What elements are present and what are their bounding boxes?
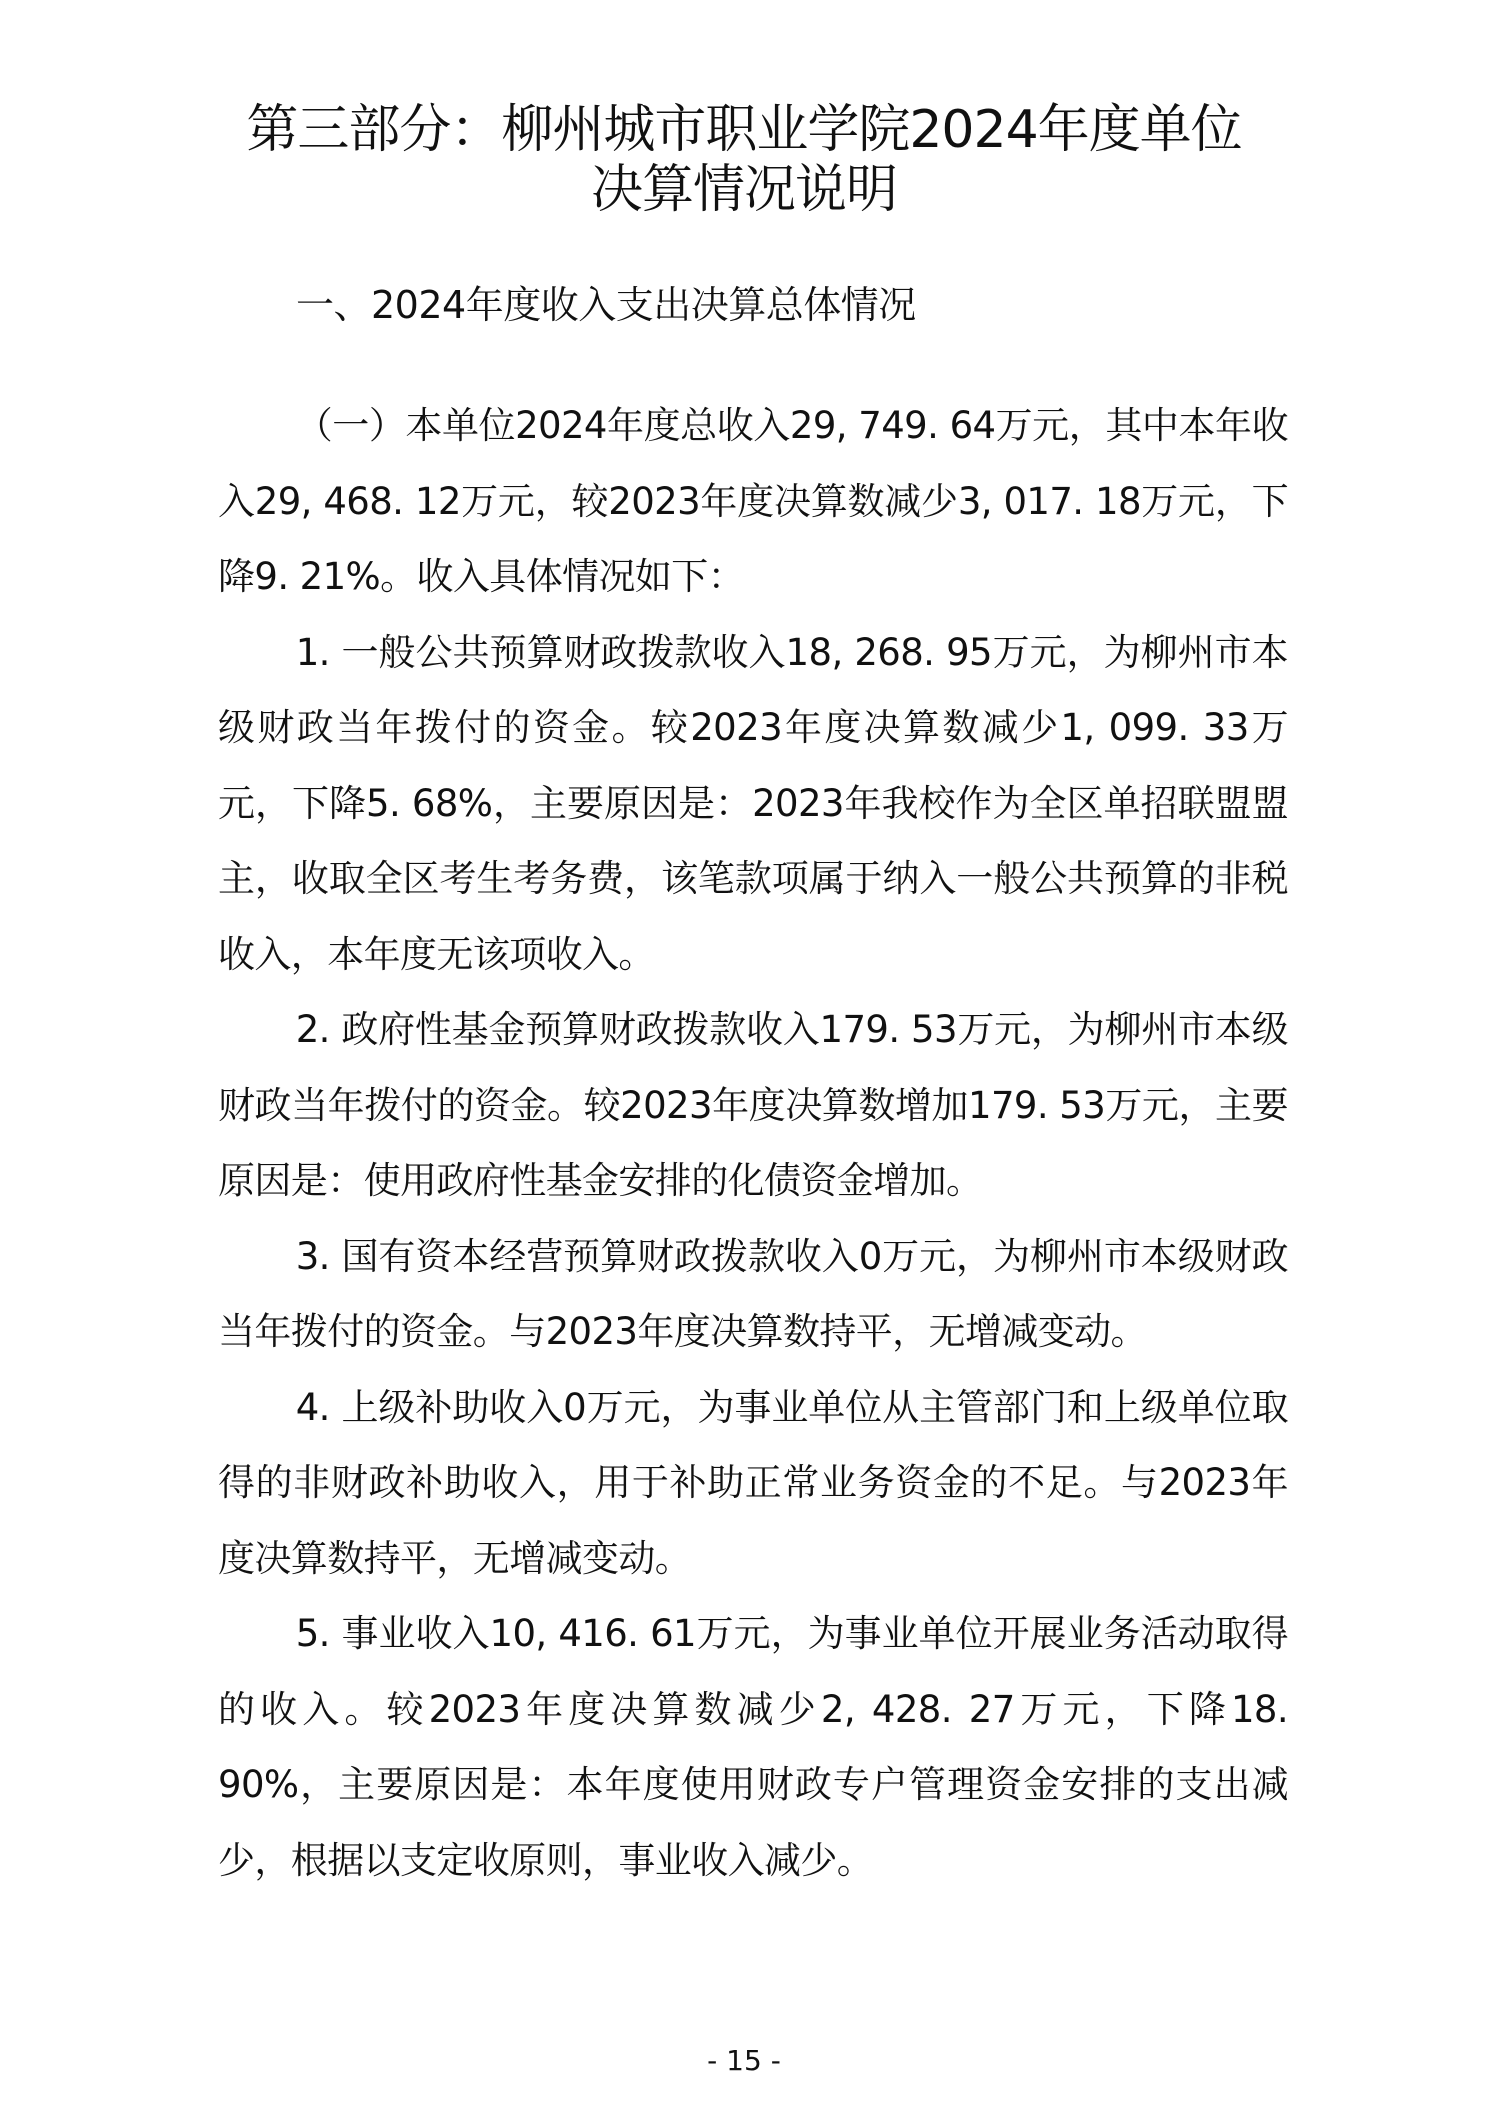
- paragraph-state-capital: 3. 国有资本经营预算财政拨款收入0万元，为柳州市本级财政当年拨付的资金。与2023年度决算数持平，无增减变动。: [218, 1234, 1288, 1353]
- page-title: [120, 100, 1368, 220]
- paragraph-superior-subsidy: 4. 上级补助收入0万元，为事业单位从主管部门和上级单位取得的非财政补助收入，用于补助正常业务资金的不足。与2023年度决算数持平，无增减变动。: [218, 1385, 1288, 1580]
- paragraph-government-fund: 2. 政府性基金预算财政拨款收入179. 53万元，为柳州市本级财政当年拨付的资金。较2023年度决算数增加179. 53万元，主要原因是：使用政府性基金安排的化债资金增加。: [218, 1008, 1288, 1202]
- title-line-1: 第三部分：柳州城市职业学院2024年度单位: [246, 100, 1242, 160]
- body-text: [218, 388, 1288, 1898]
- section-heading: 一、2024年度收入支出决算总体情况: [296, 283, 916, 327]
- paragraph-total-income: （一）本单位2024年度总收入29, 749. 64万元，其中本年收入29, 468. 12万元，较2023年度决算数减少3, 017. 18万元，下降9. 21%。收入具体情况如下：: [218, 404, 1288, 598]
- title-line-2: 决算情况说明: [590, 160, 897, 220]
- paragraph-general-budget: 1. 一般公共预算财政拨款收入18, 268. 95万元，为柳州市本级财政当年拨付的资金。较2023年度决算数减少1, 099. 33万元，下降5. 68%，主要原因是：2023年我校作为全区单招联盟盟主，收取全区考生考务费，该笔款项属于纳入一般公共预算的非税收入，本年度无该项收入。: [218, 630, 1288, 976]
- page-number: - 15 -: [707, 2044, 781, 2077]
- paragraph-business-income: 5. 事业收入10, 416. 61万元，为事业单位开展业务活动取得的收入。较2023年度决算数减少2, 428. 27万元，下降18. 90%，主要原因是：本年度使用财政专户管理资金安排的支出减少，根据以支定收原则，事业收入减少。: [218, 1612, 1288, 1882]
